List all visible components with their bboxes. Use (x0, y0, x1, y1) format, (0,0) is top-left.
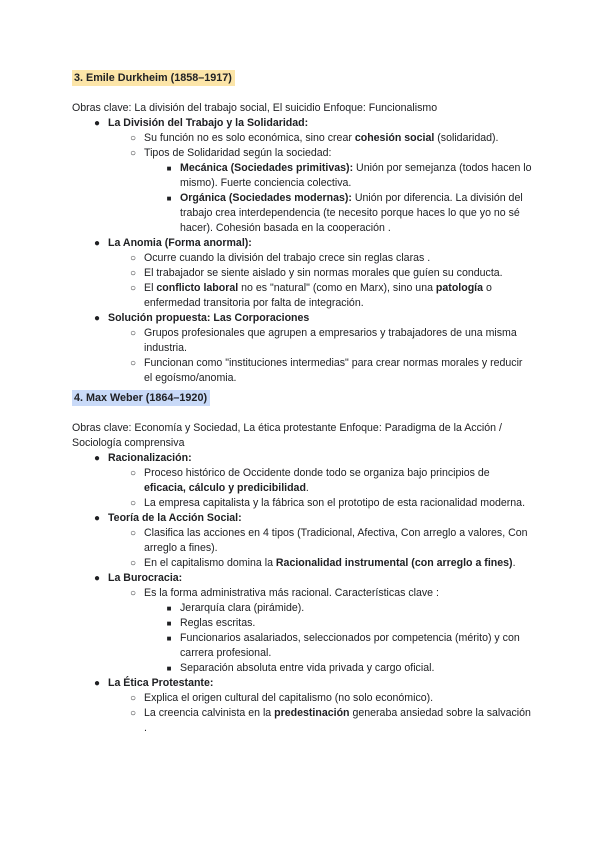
list-item: ○ Grupos profesionales que agrupen a empresarios y trabajadores de una misma industria. (72, 326, 532, 356)
list-item: ■ Reglas escritas. (72, 616, 532, 631)
hollow-circle-icon: ○ (129, 708, 137, 719)
filled-square-icon: ■ (166, 619, 172, 628)
hollow-circle-icon: ○ (129, 498, 137, 509)
hollow-circle-icon: ○ (129, 268, 137, 279)
hollow-circle-icon: ○ (129, 588, 137, 599)
filled-square-icon: ■ (166, 604, 172, 613)
list-item: ○ Ocurre cuando la división del trabajo crece sin reglas claras . (72, 251, 532, 266)
hollow-circle-icon: ○ (129, 253, 137, 264)
list-item: ○ Explica el origen cultural del capitalismo (no solo económico). (72, 691, 532, 706)
list-item: ● La División del Trabajo y la Solidaridad: (72, 116, 532, 131)
bullet-dot-icon: ● (93, 238, 101, 249)
filled-square-icon: ■ (166, 164, 172, 173)
list-item: ○ Funcionan como "instituciones intermedias" para crear normas morales y reducir el egoísmo/anomia. (72, 356, 532, 386)
hollow-circle-icon: ○ (129, 148, 137, 159)
list-item: ■ Mecánica (Sociedades primitivas): Unión por semejanza (todos hacen lo mismo). Fuerte conciencia colectiva. (72, 161, 532, 191)
durkheim-intro: Obras clave: La división del trabajo social, El suicidio Enfoque: Funcionalismo (72, 102, 438, 114)
durkheim-outline (72, 116, 532, 386)
bullet-dot-icon: ● (93, 118, 101, 129)
list-item: ○ Su función no es solo económica, sino crear cohesión social (solidaridad). (72, 131, 532, 146)
bullet-dot-icon: ● (93, 513, 101, 524)
list-item: ○ La empresa capitalista y la fábrica son el prototipo de esta racionalidad moderna. (72, 496, 532, 511)
list-item: ● Teoría de la Acción Social: (72, 511, 532, 526)
list-item: ○ El conflicto laboral no es "natural" (como en Marx), sino una patología o enfermedad transitoria por falta de integración. (72, 281, 532, 311)
list-item: ■ Funcionarios asalariados, seleccionados por competencia (mérito) y con carrera profesional. (72, 631, 532, 661)
weber-section (72, 390, 532, 736)
durkheim-section (72, 70, 532, 386)
hollow-circle-icon: ○ (129, 693, 137, 704)
hollow-circle-icon: ○ (129, 328, 137, 339)
list-item: ● La Burocracia: (72, 571, 532, 586)
hollow-circle-icon: ○ (129, 358, 137, 369)
list-item: ○ Tipos de Solidaridad según la sociedad: (72, 146, 532, 161)
bullet-dot-icon: ● (93, 453, 101, 464)
hollow-circle-icon: ○ (129, 468, 137, 479)
list-item: ■ Orgánica (Sociedades modernas): Unión por diferencia. La división del trabajo crea interdependencia (te necesito porque haces lo que yo no sé hacer). Cohesión basada en la cooperación . (72, 191, 532, 236)
list-item: ○ La creencia calvinista en la predestinación generaba ansiedad sobre la salvación . (72, 706, 532, 736)
list-item: ■ Jerarquía clara (pirámide). (72, 601, 532, 616)
hollow-circle-icon: ○ (129, 558, 137, 569)
bullet-dot-icon: ● (93, 678, 101, 689)
list-item: ■ Separación absoluta entre vida privada y cargo oficial. (72, 661, 532, 676)
durkheim-heading: 3. Emile Durkheim (1858–1917) (72, 70, 235, 86)
list-item: ○ Proceso histórico de Occidente donde todo se organiza bajo principios de eficacia, cálculo y predicibilidad. (72, 466, 532, 496)
bullet-dot-icon: ● (93, 313, 101, 324)
list-item: ○ En el capitalismo domina la Racionalidad instrumental (con arreglo a fines). (72, 556, 532, 571)
weber-heading: 4. Max Weber (1864–1920) (72, 390, 210, 406)
list-item: ● Solución propuesta: Las Corporaciones (72, 311, 532, 326)
list-item: ● La Anomia (Forma anormal): (72, 236, 532, 251)
bullet-dot-icon: ● (93, 573, 101, 584)
list-item: ● Racionalización: (72, 451, 532, 466)
list-item: ○ El trabajador se siente aislado y sin normas morales que guíen su conducta. (72, 266, 532, 281)
weber-intro: Obras clave: Economía y Sociedad, La ética protestante Enfoque: Paradigma de la Acción / Sociología comprensiva (72, 422, 502, 449)
filled-square-icon: ■ (166, 194, 172, 203)
hollow-circle-icon: ○ (129, 133, 137, 144)
filled-square-icon: ■ (166, 634, 172, 643)
weber-outline (72, 451, 532, 736)
list-item: ○ Clasifica las acciones en 4 tipos (Tradicional, Afectiva, Con arreglo a valores, Con arreglo a fines). (72, 526, 532, 556)
list-item: ● La Ética Protestante: (72, 676, 532, 691)
hollow-circle-icon: ○ (129, 528, 137, 539)
hollow-circle-icon: ○ (129, 283, 137, 294)
list-item: ○ Es la forma administrativa más racional. Características clave : (72, 586, 532, 601)
filled-square-icon: ■ (166, 664, 172, 673)
